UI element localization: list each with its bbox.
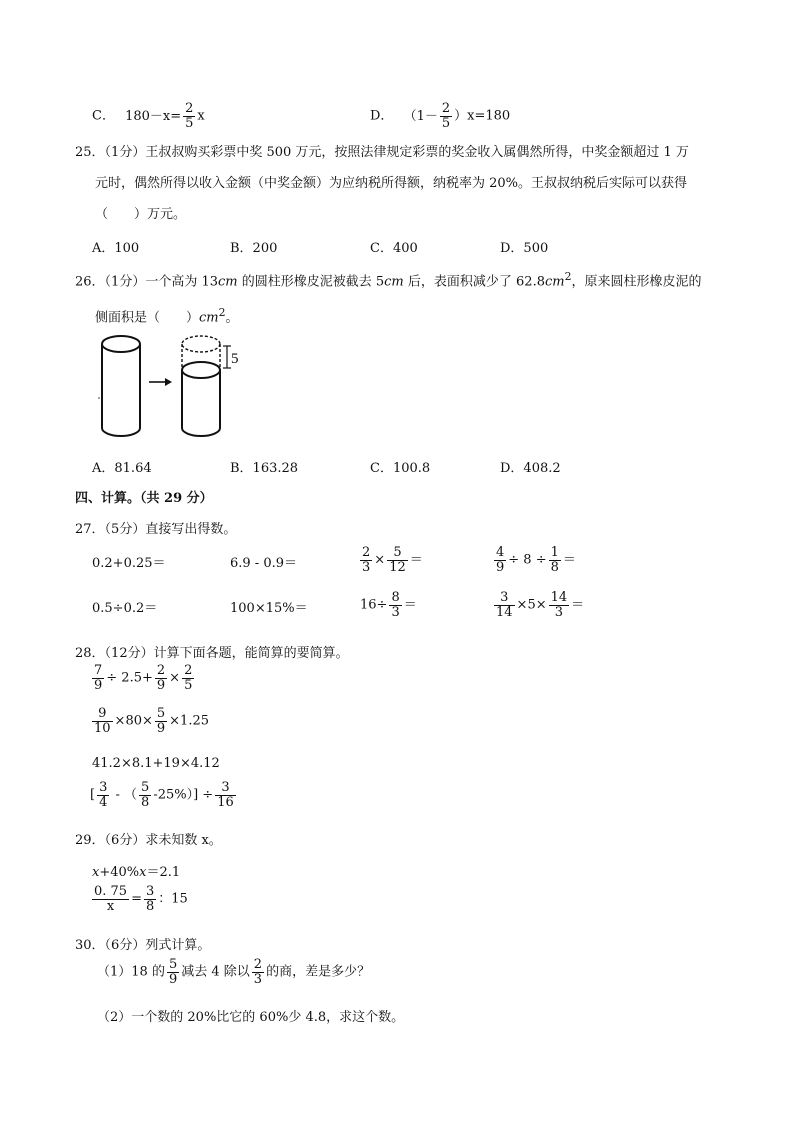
- question-line: （ ）万元。: [95, 207, 187, 222]
- q24-option-d: [370, 102, 510, 130]
- option-text: ）x=180: [454, 108, 511, 124]
- calc-item: 0.5÷0.2＝: [92, 601, 158, 616]
- word-problem: （2）一个数的 20%比它的 60%少 4.8，求这个数。: [97, 1010, 405, 1025]
- calc-expression: $\frac{9}{10}$ ×80× $\frac{5}{9}$ ×1.25: [94, 706, 209, 736]
- q24-option-c: [92, 102, 205, 130]
- calc-expression: $\frac{7}{9}$ ÷ 2.5+ $\frac{2}{9}$ × $\frac{2}{5}$: [94, 663, 193, 693]
- fraction: $\frac{2}{5}$: [441, 101, 451, 131]
- question-line: 元时，偶然所得以收入金额（中奖金额）为应纳税所得额，纳税率为 20%。王叔叔纳税后实际可以获得: [95, 176, 688, 191]
- calc-item: $\frac{3}{14}$ ×5× $\frac{14}{3}$ ＝: [496, 590, 585, 620]
- option-label: C．: [92, 108, 115, 124]
- question-29-title: 29．（6分）求未知数 x。: [75, 833, 222, 848]
- question-28-title: 28．（12分）计算下面各题，能简算的要简算。: [75, 646, 349, 661]
- question-26: [75, 261, 725, 334]
- equation: x+40%x＝2.1: [92, 865, 181, 880]
- calc-expression: [ $\frac{3}{4}$ - （ $\frac{5}{8}$ -25%）] ÷ $\frac{3}{16}$: [90, 780, 234, 810]
- cylinder-figure: [95, 330, 255, 442]
- calc-item: 100×15%＝: [230, 601, 308, 616]
- option-label: D．: [370, 108, 394, 124]
- option-text: （1－: [403, 108, 438, 124]
- cut-top-dashed: [182, 336, 220, 352]
- question-line: 25．（1分）王叔叔购买彩票中奖 500 万元，按照法律规定彩票的奖金收入属偶然所得，中奖金额超过 1 万: [75, 145, 689, 160]
- q26-option-d: D．408.2: [500, 461, 561, 476]
- section-heading: 四、计算。（共 29 分）: [75, 491, 213, 506]
- cylinder-new-top: [182, 362, 220, 378]
- question-line: 侧面积是（ ）$cm^2$。: [95, 306, 239, 326]
- calc-item: $\frac{4}{9}$ ÷ 8 ÷ $\frac{1}{8}$ ＝: [496, 545, 576, 575]
- question-27-title: 27．（5分）直接写出得数。: [75, 522, 237, 537]
- question-line: 26．（1分）一个高为 13cm 的圆柱形橡皮泥被截去 5cm 后，表面积减少了 $62.8cm^2$，原来圆柱形橡皮泥的: [75, 270, 702, 290]
- calc-item: 16÷ $\frac{8}{3}$ ＝: [360, 590, 417, 620]
- q26-option-a: A．81.64: [92, 461, 152, 476]
- dimension-label: 5: [231, 351, 239, 367]
- word-problem: （1）18 的 $\frac{5}{9}$ 减去 4 除以 $\frac{2}{3}$ 的商，差是多少？: [97, 957, 371, 987]
- option-text: x: [197, 108, 205, 124]
- arrow-head: [165, 378, 172, 386]
- q25-option-b: B．200: [230, 241, 278, 256]
- equation: $\frac{0. 75}{x}$ = $\frac{3}{8}$ ：15: [94, 884, 188, 914]
- calc-item: 0.2+0.25＝: [92, 556, 166, 571]
- fraction: $\frac{2}{5}$: [185, 101, 194, 131]
- q25-option-c: C．400: [370, 241, 418, 256]
- q25-option-a: A．100: [92, 241, 140, 256]
- q26-option-b: B．163.28: [230, 461, 299, 476]
- q26-option-c: C．100.8: [370, 461, 431, 476]
- cylinder-top: [102, 336, 140, 352]
- question-25: [75, 137, 725, 230]
- calc-expression: 41.2×8.1+19×4.12: [92, 756, 220, 771]
- question-30-title: 30．（6分）列式计算。: [75, 938, 211, 953]
- option-text: 180－x=: [125, 108, 182, 124]
- calc-item: 6.9 - 0.9＝: [230, 556, 298, 571]
- q25-option-d: D．500: [500, 241, 549, 256]
- calc-item: $\frac{2}{3}$ × $\frac{5}{12}$ ＝: [362, 545, 423, 575]
